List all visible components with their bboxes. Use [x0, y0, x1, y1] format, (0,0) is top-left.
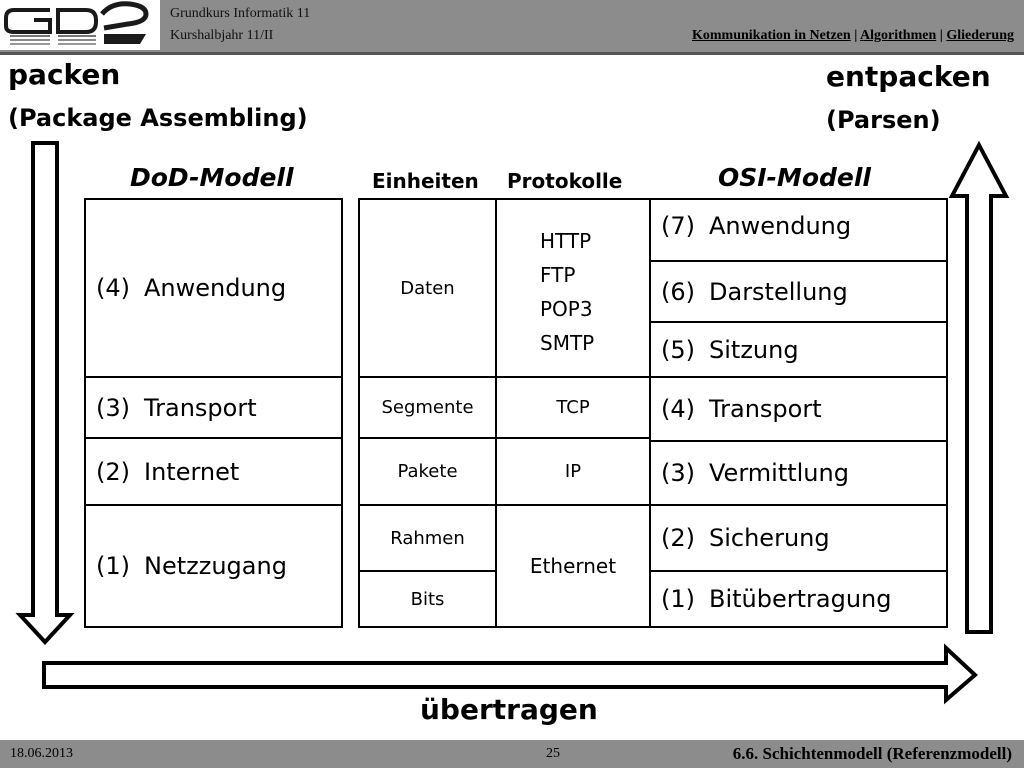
osi-layer-3 — [649, 440, 948, 506]
unit-cell: Bits — [358, 570, 497, 628]
unpack-subheading: (Parsen) — [826, 106, 941, 134]
nav-link-gliederung[interactable]: Gliederung — [946, 28, 1014, 43]
unit-cell: Daten — [358, 198, 497, 378]
protocol-item: SMTP — [540, 331, 595, 355]
osi-layer-5 — [649, 321, 948, 378]
osi-layer-name: Anwendung — [709, 212, 852, 240]
footer-title: 6.6. Schichtenmodell (Referenzmodell) — [732, 744, 1012, 763]
osi-layer-number: (6) — [661, 277, 695, 306]
protocol-item: FTP — [540, 263, 576, 287]
protocol-cell-transport: TCP — [495, 376, 651, 439]
protocols-heading: Protokolle — [507, 169, 623, 193]
dod-layer-name: Netzzugang — [144, 552, 287, 580]
unit-cell: Segmente — [358, 376, 497, 439]
unpack-heading: entpacken — [826, 60, 991, 93]
protocol-list — [540, 224, 594, 360]
dod-layer-transport — [84, 376, 343, 439]
unit-cell: Rahmen — [358, 504, 497, 572]
osi-layer-number: (2) — [661, 524, 695, 552]
dod-layer-network-access — [84, 504, 343, 628]
osi-layer-number: (3) — [661, 459, 695, 487]
dod-layer-number: (1) — [96, 552, 130, 580]
transmit-label: übertragen — [420, 693, 598, 726]
osi-layer-name: Vermittlung — [709, 459, 849, 487]
osi-layer-number: (4) — [661, 395, 695, 423]
osi-layer-name: Transport — [709, 395, 822, 423]
protocol-item: HTTP — [540, 229, 592, 253]
unit-cell: Pakete — [358, 437, 497, 506]
footer-bar — [0, 740, 1024, 768]
osi-layer-name: Bitübertragung — [709, 585, 892, 613]
dod-layer-number: (2) — [96, 457, 130, 486]
osi-layer-number: (1) — [661, 585, 695, 613]
dod-layer-name: Anwendung — [144, 274, 287, 302]
nav-link-algorithmen[interactable]: Algorithmen — [860, 28, 937, 43]
course-term: Kurshalbjahr 11/II — [170, 28, 274, 43]
osi-layer-4 — [649, 376, 948, 442]
nav-separator: | — [854, 28, 858, 43]
nav-separator: | — [939, 28, 943, 43]
units-heading: Einheiten — [372, 169, 479, 193]
dod-layer-application — [84, 198, 343, 378]
dod-layer-number: (4) — [96, 274, 130, 302]
protocol-cell-internet: IP — [495, 437, 651, 506]
dod-layer-name: Transport — [144, 393, 257, 422]
osi-layer-6 — [649, 260, 948, 323]
up-arrow-icon — [952, 145, 1006, 632]
nav-link-kommunikation[interactable]: Kommunikation in Netzen — [692, 28, 851, 43]
dod-layer-number: (3) — [96, 393, 130, 422]
osi-model-heading: OSI-Modell — [718, 163, 871, 192]
osi-layer-name: Darstellung — [709, 277, 848, 306]
dod-model-heading: DoD-Modell — [130, 163, 294, 192]
protocol-cell-link: Ethernet — [495, 504, 651, 628]
pack-heading: packen — [8, 58, 121, 91]
down-arrow-icon — [20, 143, 70, 642]
osi-layer-1 — [649, 570, 948, 628]
dod-layer-name: Internet — [144, 457, 240, 486]
osi-layer-number: (5) — [661, 335, 695, 364]
dod-layer-internet — [84, 437, 343, 506]
course-title: Grundkurs Informatik 11 — [170, 6, 311, 21]
page-number: 25 — [546, 746, 560, 761]
protocol-item: POP3 — [540, 297, 593, 321]
osi-layer-7 — [649, 198, 948, 262]
protocol-cell-application — [495, 198, 651, 378]
osi-layer-number: (7) — [661, 212, 695, 240]
footer-date: 18.06.2013 — [10, 746, 73, 761]
osi-layer-name: Sitzung — [709, 335, 799, 364]
osi-layer-name: Sicherung — [709, 524, 830, 552]
osi-layer-2 — [649, 504, 948, 572]
pack-subheading: (Package Assembling) — [8, 104, 308, 132]
